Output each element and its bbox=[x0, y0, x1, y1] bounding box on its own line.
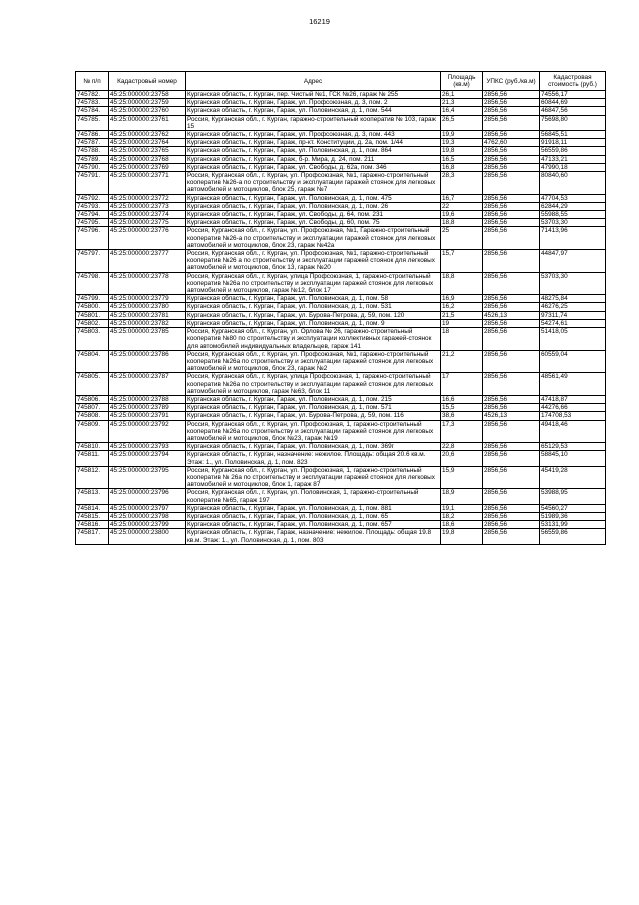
cell-kadastr: 45:25:000000:23793 bbox=[109, 443, 186, 451]
cell-cost: 60844,69 bbox=[540, 99, 606, 107]
cell-kadastr: 45:25:000000:23782 bbox=[109, 319, 186, 327]
cell-num: 745789. bbox=[76, 155, 109, 163]
cell-cost: 44847,97 bbox=[540, 250, 606, 273]
cell-kadastr: 45:25:000000:23768 bbox=[109, 155, 186, 163]
cell-num: 745791. bbox=[76, 172, 109, 195]
cell-address: Курганская область, г. Курган, Гараж, б-р. Мира, д. 24, пом. 211 bbox=[186, 155, 441, 163]
cell-num: 745803. bbox=[76, 328, 109, 351]
cell-cost: 53703,30 bbox=[540, 272, 606, 295]
table-row bbox=[76, 155, 606, 163]
cell-upks: 2856,56 bbox=[483, 91, 540, 99]
cell-address: Россия, Курганская обл., г. Курган, улица Профсоюзная, 1, гаражно-строительный кооператив №26а по строительству и эксплуатации гаражей стоянок для легковых автомобилей и мотоциклов, гараж №12, блок 17 bbox=[186, 272, 441, 295]
cell-kadastr: 45:25:000000:23773 bbox=[109, 202, 186, 210]
cell-cost: 60559,04 bbox=[540, 350, 606, 373]
cell-kadastr: 45:25:000000:23791 bbox=[109, 412, 186, 420]
cell-num: 745817. bbox=[76, 529, 109, 544]
cell-address: Курганская область, г. Курган, Гараж, ул. Половинская, д. 1, пом. 26 bbox=[186, 202, 441, 210]
table-row bbox=[76, 272, 606, 295]
cell-cost: 51989,36 bbox=[540, 512, 606, 520]
cell-area: 15,9 bbox=[441, 466, 483, 489]
cell-kadastr: 45:25:000000:23765 bbox=[109, 147, 186, 155]
cell-num: 745806. bbox=[76, 395, 109, 403]
cell-area: 19,1 bbox=[441, 504, 483, 512]
table-row bbox=[76, 172, 606, 195]
cell-cost: 51418,05 bbox=[540, 328, 606, 351]
cell-cost: 46276,25 bbox=[540, 303, 606, 311]
cell-address: Курганская область, г. Курган, Гараж, ул. Половинская, д. 1, пом. 65 bbox=[186, 512, 441, 520]
table-row bbox=[76, 373, 606, 396]
cell-upks: 2856,56 bbox=[483, 489, 540, 504]
cell-kadastr: 45:25:000000:23780 bbox=[109, 303, 186, 311]
page-number: 16219 bbox=[309, 17, 330, 26]
cell-kadastr: 45:25:000000:23800 bbox=[109, 529, 186, 544]
cell-address: Россия, Курганская обл., г. Курган, улица Профсоюзная, 1, гаражно-строительный кооператив №26а по строительству и эксплуатации гаражей стоянок для легковых автомобилей и мотоциклов, гараж №63, блок 11 bbox=[186, 373, 441, 396]
cell-upks: 4526,13 bbox=[483, 412, 540, 420]
cell-upks: 2856,56 bbox=[483, 319, 540, 327]
cell-upks: 2856,56 bbox=[483, 521, 540, 529]
cell-num: 745793. bbox=[76, 202, 109, 210]
table-body bbox=[76, 91, 606, 545]
cell-cost: 54274,61 bbox=[540, 319, 606, 327]
cell-num: 745784. bbox=[76, 107, 109, 115]
cell-address: Курганская область, г. Курган, Гараж, ул. Свободы, д. 60, пом. 75 bbox=[186, 219, 441, 227]
cell-address: Курганская область, г. Курган, пер. Чистый №1, ГСК №26, гараж № 255 bbox=[186, 91, 441, 99]
cell-num: 745804. bbox=[76, 350, 109, 373]
cell-area: 16,4 bbox=[441, 107, 483, 115]
cell-kadastr: 45:25:000000:23758 bbox=[109, 91, 186, 99]
cell-area: 17,3 bbox=[441, 420, 483, 443]
cell-address: Россия, Курганская обл., г. Курган, ул. Профсоюзная, №1, гаражно-строительный кооператив №26-а по строительству и эксплуатации гаражей стоянок для легковых автомобилей и мотоциклов, блок 25, гараж №7 bbox=[186, 172, 441, 195]
cell-address: Россия, Курганская обл., г. Курган, ул. Орлова № 26, гаражно-строительный кооператив №80 по строительству и эксплуатации коллективных гаражей-стоянок для автомобилей индивидуальных владельцев, гараж 141 bbox=[186, 328, 441, 351]
table-row bbox=[76, 163, 606, 171]
cell-cost: 174708,53 bbox=[540, 412, 606, 420]
cell-kadastr: 45:25:000000:23761 bbox=[109, 115, 186, 130]
cell-address: Курганская область, г. Курган, Гараж, ул. Профсоюзная, д. 3, пом. 443 bbox=[186, 131, 441, 139]
cell-area: 18,9 bbox=[441, 489, 483, 504]
cell-upks: 2856,56 bbox=[483, 303, 540, 311]
table-row bbox=[76, 350, 606, 373]
cell-kadastr: 45:25:000000:23772 bbox=[109, 194, 186, 202]
cell-kadastr: 45:25:000000:23779 bbox=[109, 295, 186, 303]
cell-upks: 2856,56 bbox=[483, 420, 540, 443]
cell-address: Курганская область, г. Курган, Гараж, ул. Половинская, д. 1, пом. 475 bbox=[186, 194, 441, 202]
table-row bbox=[76, 521, 606, 529]
table-row bbox=[76, 328, 606, 351]
cell-area: 20,6 bbox=[441, 451, 483, 466]
cell-kadastr: 45:25:000000:23792 bbox=[109, 420, 186, 443]
table-row bbox=[76, 211, 606, 219]
cell-address: Россия, Курганская обл., г. Курган, ул. Профсоюзная, 1, гаражно-строительный кооператив №26а по строительству и эксплуатации гаражей стоянок для легковых автомобилей и мотоциклов, блок №23, гараж №19 bbox=[186, 420, 441, 443]
cell-kadastr: 45:25:000000:23789 bbox=[109, 404, 186, 412]
cell-kadastr: 45:25:000000:23771 bbox=[109, 172, 186, 195]
cell-cost: 47990,18 bbox=[540, 163, 606, 171]
cell-kadastr: 45:25:000000:23762 bbox=[109, 131, 186, 139]
cell-cost: 53703,30 bbox=[540, 219, 606, 227]
cell-address: Курганская область, г. Курган, Гараж, ул. Половинская, д. 1, пом. 531 bbox=[186, 303, 441, 311]
cell-cost: 47704,53 bbox=[540, 194, 606, 202]
cell-area: 25 bbox=[441, 227, 483, 250]
cell-num: 745785. bbox=[76, 115, 109, 130]
cell-area: 19,6 bbox=[441, 211, 483, 219]
cell-upks: 2856,56 bbox=[483, 373, 540, 396]
table-row bbox=[76, 91, 606, 99]
table-row bbox=[76, 219, 606, 227]
cell-cost: 47418,87 bbox=[540, 395, 606, 403]
cell-upks: 2856,56 bbox=[483, 172, 540, 195]
table-row bbox=[76, 451, 606, 466]
table-row bbox=[76, 250, 606, 273]
cell-num: 745801. bbox=[76, 311, 109, 319]
cell-address: Курганская область, г. Курган, Гараж, ул. Бурова-Петрова, д. 59, пом. 120 bbox=[186, 311, 441, 319]
table-row bbox=[76, 412, 606, 420]
cell-upks: 2856,56 bbox=[483, 272, 540, 295]
cell-kadastr: 45:25:000000:23769 bbox=[109, 163, 186, 171]
table-row bbox=[76, 202, 606, 210]
cell-area: 19,3 bbox=[441, 139, 483, 147]
cell-num: 745811. bbox=[76, 451, 109, 466]
cell-kadastr: 45:25:000000:23776 bbox=[109, 227, 186, 250]
cell-num: 745797. bbox=[76, 250, 109, 273]
cell-upks: 2856,56 bbox=[483, 194, 540, 202]
table-row bbox=[76, 139, 606, 147]
header-upks: УПКС (руб./кв.м) bbox=[483, 72, 540, 91]
cell-upks: 2856,56 bbox=[483, 529, 540, 544]
table-row bbox=[76, 404, 606, 412]
table-row bbox=[76, 319, 606, 327]
cell-kadastr: 45:25:000000:23797 bbox=[109, 504, 186, 512]
cell-address: Курганская область, г. Курган, Гараж, ул. Половинская, д. 1, пом. 58 bbox=[186, 295, 441, 303]
cell-address: Курганская область, г. Курган, Гараж, ул. Профсоюзная, д. 3, пом. 2 bbox=[186, 99, 441, 107]
table-row bbox=[76, 99, 606, 107]
cell-area: 22 bbox=[441, 202, 483, 210]
cell-cost: 58845,10 bbox=[540, 451, 606, 466]
cell-kadastr: 45:25:000000:23787 bbox=[109, 373, 186, 396]
table-row bbox=[76, 227, 606, 250]
cell-address: Россия, Курганская обл., г. Курган, ул. Профсоюзная, №1, гаражно-строительный кооператив №26 а по строительству и эксплуатации гаражей стоянок для легковых автомобилей и мотоциклов, блок 13, гараж №20 bbox=[186, 250, 441, 273]
cell-cost: 55988,55 bbox=[540, 211, 606, 219]
cell-cost: 56845,51 bbox=[540, 131, 606, 139]
cell-cost: 47133,21 bbox=[540, 155, 606, 163]
cell-cost: 56559,86 bbox=[540, 529, 606, 544]
cell-area: 21,5 bbox=[441, 311, 483, 319]
cell-area: 15,5 bbox=[441, 404, 483, 412]
cell-area: 16,6 bbox=[441, 395, 483, 403]
cell-num: 745814. bbox=[76, 504, 109, 512]
cell-num: 745808. bbox=[76, 412, 109, 420]
cell-upks: 2856,56 bbox=[483, 107, 540, 115]
cell-area: 28,3 bbox=[441, 172, 483, 195]
header-kadastr: Кадастровый номер bbox=[109, 72, 186, 91]
cell-address: Курганская область, г. Курган, назначение: нежилое. Площадь: общая 20.6 кв.м. Этаж: 1., ул. Половинская, д. 1, пом. 823 bbox=[186, 451, 441, 466]
cell-cost: 91918,11 bbox=[540, 139, 606, 147]
cell-address: Россия, Курганская обл., г. Курган, ул. Половинская, 1, гаражно-строительный кооператив №65, гараж 197 bbox=[186, 489, 441, 504]
cell-upks: 2856,56 bbox=[483, 211, 540, 219]
cell-area: 16,2 bbox=[441, 303, 483, 311]
cell-address: Курганская область, г. Курган, Гараж, пр-кт. Конституции, д. 2а, пом. 1/44 bbox=[186, 139, 441, 147]
cell-upks: 2856,56 bbox=[483, 443, 540, 451]
cell-num: 745786. bbox=[76, 131, 109, 139]
cell-upks: 2856,56 bbox=[483, 163, 540, 171]
cell-upks: 2856,56 bbox=[483, 99, 540, 107]
cell-num: 745805. bbox=[76, 373, 109, 396]
cell-kadastr: 45:25:000000:23795 bbox=[109, 466, 186, 489]
cell-address: Курганская область, г. Курган, Гараж, ул. Половинская, д. 1, пом. 544 bbox=[186, 107, 441, 115]
cell-cost: 48561,49 bbox=[540, 373, 606, 396]
cell-upks: 2856,56 bbox=[483, 227, 540, 250]
table-row bbox=[76, 311, 606, 319]
cell-cost: 53131,99 bbox=[540, 521, 606, 529]
cell-num: 745799. bbox=[76, 295, 109, 303]
cell-num: 745812. bbox=[76, 466, 109, 489]
cell-kadastr: 45:25:000000:23759 bbox=[109, 99, 186, 107]
cell-address: Курганская область, г. Курган, Гараж, ул. Половинская, д. 1, пом. 369г bbox=[186, 443, 441, 451]
cell-area: 21,2 bbox=[441, 350, 483, 373]
cell-area: 38,6 bbox=[441, 412, 483, 420]
header-address: Адрес bbox=[186, 72, 441, 91]
cell-cost: 80840,60 bbox=[540, 172, 606, 195]
cell-address: Россия, Курганская обл., г. Курган, ул. Профсоюзная, 1, гаражно-строительный кооператив № 26а по строительству и эксплуатации гаражей стоянок для легковых автомобилей и мотоциклов, блок 1, гараж 87 bbox=[186, 466, 441, 489]
cell-upks: 2856,56 bbox=[483, 202, 540, 210]
cell-num: 745815. bbox=[76, 512, 109, 520]
cell-upks: 2856,56 bbox=[483, 295, 540, 303]
cell-upks: 2856,56 bbox=[483, 155, 540, 163]
cell-num: 745787. bbox=[76, 139, 109, 147]
cell-address: Курганская область, г. Курган, Гараж, ул. Половинская, д. 1, пом. 215 bbox=[186, 395, 441, 403]
table-row bbox=[76, 443, 606, 451]
cell-cost: 56559,86 bbox=[540, 147, 606, 155]
table-row bbox=[76, 395, 606, 403]
cell-kadastr: 45:25:000000:23777 bbox=[109, 250, 186, 273]
cell-upks: 2856,56 bbox=[483, 328, 540, 351]
cell-kadastr: 45:25:000000:23764 bbox=[109, 139, 186, 147]
cell-kadastr: 45:25:000000:23781 bbox=[109, 311, 186, 319]
cell-address: Курганская область, г. Курган, Гараж, ул. Половинская, д. 1, пом. 9 bbox=[186, 319, 441, 327]
cell-cost: 97311,74 bbox=[540, 311, 606, 319]
cell-upks: 2856,56 bbox=[483, 395, 540, 403]
cell-cost: 54560,27 bbox=[540, 504, 606, 512]
table-row bbox=[76, 115, 606, 130]
cell-area: 18,8 bbox=[441, 272, 483, 295]
table-row bbox=[76, 147, 606, 155]
cell-address: Курганская область, г. Курган, Гараж, ул. Половинская, д. 1, пом. 881 bbox=[186, 504, 441, 512]
table-row bbox=[76, 420, 606, 443]
cell-address: Курганская область, г. Курган, Гараж, ул. Половинская, д. 1, пом. 657 bbox=[186, 521, 441, 529]
cell-num: 745807. bbox=[76, 404, 109, 412]
cell-area: 16,7 bbox=[441, 194, 483, 202]
cell-num: 745788. bbox=[76, 147, 109, 155]
cell-area: 18,2 bbox=[441, 512, 483, 520]
cell-upks: 4526,13 bbox=[483, 311, 540, 319]
table-row bbox=[76, 512, 606, 520]
cell-kadastr: 45:25:000000:23798 bbox=[109, 512, 186, 520]
cell-cost: 71413,96 bbox=[540, 227, 606, 250]
cell-kadastr: 45:25:000000:23774 bbox=[109, 211, 186, 219]
cell-kadastr: 45:25:000000:23775 bbox=[109, 219, 186, 227]
cell-upks: 4762,60 bbox=[483, 139, 540, 147]
cell-cost: 46847,56 bbox=[540, 107, 606, 115]
table-row bbox=[76, 194, 606, 202]
cell-num: 745810. bbox=[76, 443, 109, 451]
cell-area: 21,3 bbox=[441, 99, 483, 107]
cell-cost: 53988,95 bbox=[540, 489, 606, 504]
cell-area: 18,6 bbox=[441, 521, 483, 529]
table-row bbox=[76, 489, 606, 504]
cell-upks: 2856,56 bbox=[483, 147, 540, 155]
cell-num: 745798. bbox=[76, 272, 109, 295]
cell-address: Россия, Курганская обл., г. Курган, гаражно-строительный кооператив № 103, гараж 15 bbox=[186, 115, 441, 130]
cell-upks: 2856,56 bbox=[483, 404, 540, 412]
cell-cost: 62844,29 bbox=[540, 202, 606, 210]
cell-num: 745796. bbox=[76, 227, 109, 250]
table-row bbox=[76, 131, 606, 139]
cell-upks: 2856,56 bbox=[483, 504, 540, 512]
cell-kadastr: 45:25:000000:23788 bbox=[109, 395, 186, 403]
cell-num: 745795. bbox=[76, 219, 109, 227]
cadastral-value-table bbox=[75, 71, 606, 545]
cell-num: 745800. bbox=[76, 303, 109, 311]
cell-num: 745802. bbox=[76, 319, 109, 327]
cell-upks: 2856,56 bbox=[483, 466, 540, 489]
table-header-row bbox=[76, 72, 606, 91]
header-area: Площадь (кв.м) bbox=[441, 72, 483, 91]
cell-kadastr: 45:25:000000:23794 bbox=[109, 451, 186, 466]
cell-address: Курганская область, г. Курган, Гараж, ул. Свободы, д. 62а, пом. 346 bbox=[186, 163, 441, 171]
cell-cost: 48275,84 bbox=[540, 295, 606, 303]
table-row bbox=[76, 295, 606, 303]
cell-area: 18,8 bbox=[441, 219, 483, 227]
cell-kadastr: 45:25:000000:23778 bbox=[109, 272, 186, 295]
cell-area: 16,9 bbox=[441, 295, 483, 303]
cell-kadastr: 45:25:000000:23786 bbox=[109, 350, 186, 373]
cell-area: 22,8 bbox=[441, 443, 483, 451]
cell-address: Россия, Курганская обл., г. Курган, ул. Профсоюзная, №1, гаражно-строительный кооператив №26а по строительству и эксплуатации гаражей стоянок для легковых автомобилей и мотоциклов, блок 23, гараж №2 bbox=[186, 350, 441, 373]
cell-area: 26,1 bbox=[441, 91, 483, 99]
cell-area: 19,9 bbox=[441, 131, 483, 139]
cell-area: 19 bbox=[441, 319, 483, 327]
cell-kadastr: 45:25:000000:23799 bbox=[109, 521, 186, 529]
cell-kadastr: 45:25:000000:23785 bbox=[109, 328, 186, 351]
cell-address: Курганская область, г. Курган, Гараж, ул. Половинская, д. 1, пом. 864 bbox=[186, 147, 441, 155]
cell-num: 745794. bbox=[76, 211, 109, 219]
table-row bbox=[76, 504, 606, 512]
cell-kadastr: 45:25:000000:23796 bbox=[109, 489, 186, 504]
cell-upks: 2856,56 bbox=[483, 131, 540, 139]
cell-address: Курганская область, г. Курган, Гараж, ул. Свободы, д. 64, пом. 231 bbox=[186, 211, 441, 219]
table-row bbox=[76, 529, 606, 544]
cell-cost: 74556,17 bbox=[540, 91, 606, 99]
cell-area: 19,8 bbox=[441, 529, 483, 544]
table-row bbox=[76, 303, 606, 311]
cell-num: 745809. bbox=[76, 420, 109, 443]
cell-area: 17 bbox=[441, 373, 483, 396]
cell-num: 745783. bbox=[76, 99, 109, 107]
cell-upks: 2856,56 bbox=[483, 350, 540, 373]
cell-num: 745782. bbox=[76, 91, 109, 99]
cell-address: Курганская область, г. Курган, Гараж, ул. Половинская, д. 1, пом. 571 bbox=[186, 404, 441, 412]
cell-num: 745816. bbox=[76, 521, 109, 529]
cell-address: Курганская область, г. Курган, Гараж, ул. Бурова-Петрова, д. 59, пом. 116 bbox=[186, 412, 441, 420]
cell-upks: 2856,56 bbox=[483, 250, 540, 273]
cell-upks: 2856,56 bbox=[483, 512, 540, 520]
cell-area: 15,7 bbox=[441, 250, 483, 273]
table-row bbox=[76, 107, 606, 115]
cell-kadastr: 45:25:000000:23760 bbox=[109, 107, 186, 115]
cell-area: 26,5 bbox=[441, 115, 483, 130]
cell-cost: 65129,53 bbox=[540, 443, 606, 451]
cell-cost: 49418,46 bbox=[540, 420, 606, 443]
cell-upks: 2856,56 bbox=[483, 219, 540, 227]
cell-num: 745813. bbox=[76, 489, 109, 504]
table-row bbox=[76, 466, 606, 489]
cell-area: 16,5 bbox=[441, 155, 483, 163]
cell-area: 18 bbox=[441, 328, 483, 351]
cell-cost: 45419,28 bbox=[540, 466, 606, 489]
cell-upks: 2856,56 bbox=[483, 451, 540, 466]
header-cost: Кадастровая стоимость (руб.) bbox=[540, 72, 606, 91]
cell-num: 745792. bbox=[76, 194, 109, 202]
cell-address: Курганская область, г. Курган, Гараж, назначение: нежилое. Площадь: общая 19.8 кв.м. Этаж: 1., ул. Половинская, д. 1, пом. 803 bbox=[186, 529, 441, 544]
cell-num: 745790. bbox=[76, 163, 109, 171]
header-num: № п/п bbox=[76, 72, 109, 91]
cell-area: 19,8 bbox=[441, 147, 483, 155]
cell-area: 16,8 bbox=[441, 163, 483, 171]
cell-upks: 2856,56 bbox=[483, 115, 540, 130]
cell-address: Россия, Курганская обл., г. Курган, ул. Профсоюзная, №1, Гаражно-строительный кооператив №26-а по строительству и эксплуатации гаражей стоянок для легковых автомобилей и мотоциклов, блок 23, гараж №42а bbox=[186, 227, 441, 250]
cell-cost: 75698,80 bbox=[540, 115, 606, 130]
cell-cost: 44276,66 bbox=[540, 404, 606, 412]
